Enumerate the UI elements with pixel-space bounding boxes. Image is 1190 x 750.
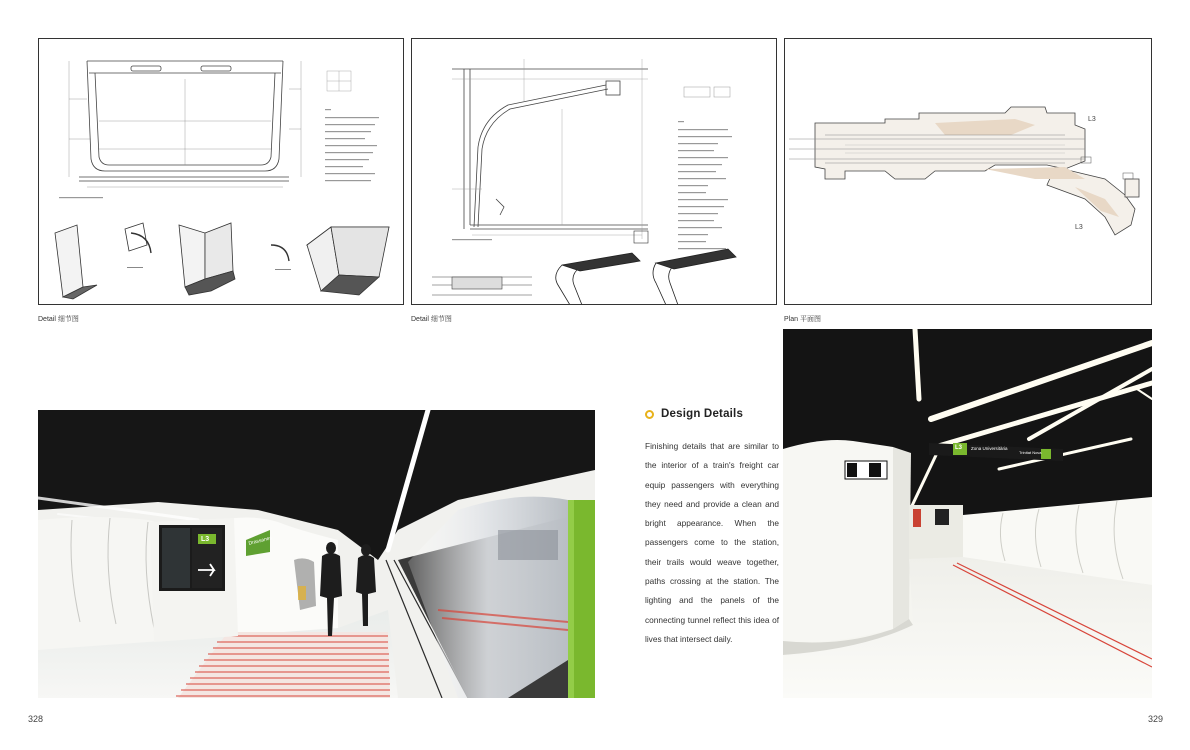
- page-number-left: 328: [28, 714, 44, 724]
- page-number-right: 329: [1148, 714, 1164, 724]
- plan-exit-label-1: L3: [1088, 116, 1096, 123]
- corridor-scene: [783, 329, 1152, 698]
- caption-detail-1: Detail 细节图: [38, 316, 79, 323]
- corridor-sign-direction-1: Zona Universitària: [971, 446, 1008, 451]
- section-heading: [645, 408, 743, 420]
- plan-exit-label-2: L3: [1075, 224, 1083, 231]
- section-body-text: Finishing details that are similar to the interior of a train's freight car equip passengers with everything they need and provide a clean and bright appearance. When the passengers come to the station, their trails would weave together, paths crossing at the station. The lighting and the panels of the connecting tunnel reflect this idea of lives that intersect daily.: [645, 441, 779, 644]
- canopy-detail-drawing: [412, 39, 776, 304]
- platform-sign-line: L3: [201, 536, 210, 543]
- plan-drawing-panel: [784, 38, 1152, 305]
- corridor-photo-right: [783, 329, 1152, 698]
- caption-detail-2: Detail 细节图: [411, 316, 452, 323]
- caption-plan: Plan 平面图: [784, 316, 821, 323]
- ring-bullet-icon: [645, 410, 654, 419]
- detail-drawing-panel-1: [38, 38, 404, 305]
- station-plan-drawing: [785, 39, 1151, 304]
- platform-photo-left: [38, 410, 595, 698]
- corridor-sign-direction-2: Trinitat Nova: [1019, 450, 1042, 455]
- section-detail-drawing: [39, 39, 403, 304]
- corridor-sign-line: L3: [955, 445, 963, 451]
- detail-drawing-panel-2: [411, 38, 777, 305]
- platform-sign-station: Drassanes: [248, 535, 273, 547]
- platform-scene: [38, 410, 595, 698]
- section-heading-text: Design Details: [661, 408, 744, 420]
